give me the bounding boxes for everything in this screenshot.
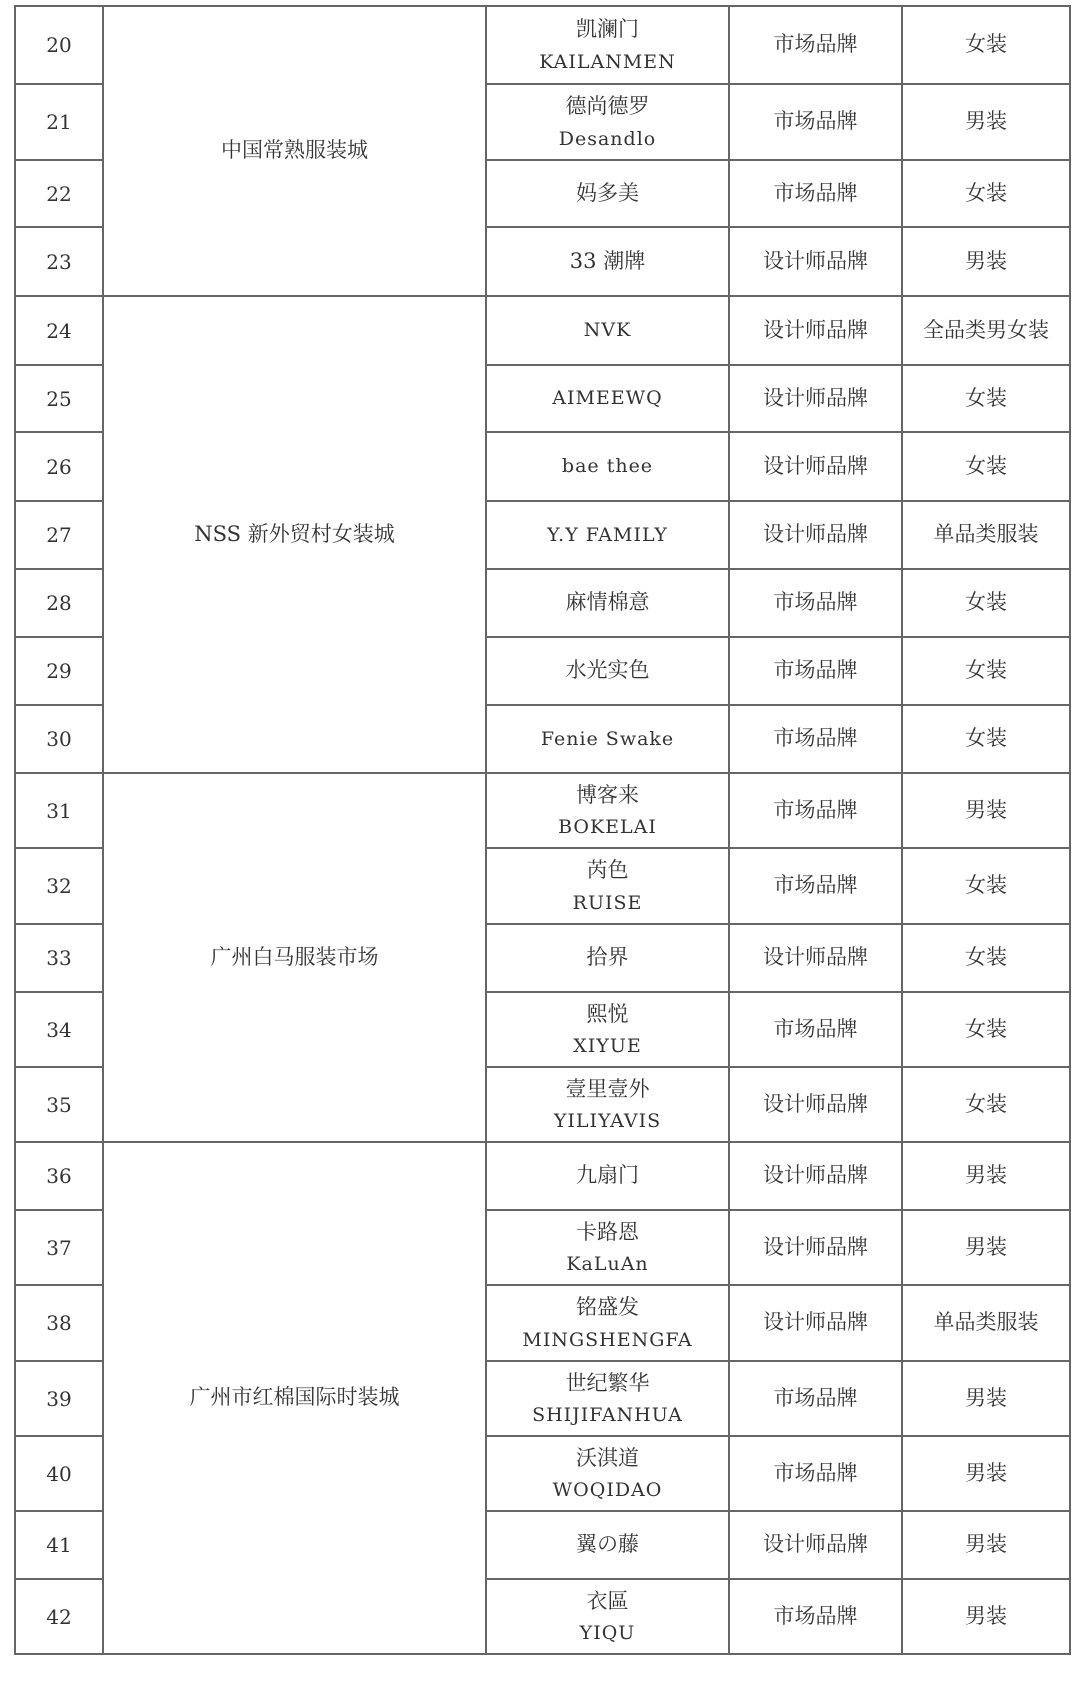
brand-name: 芮色	[586, 858, 629, 882]
brand-category: 女装	[902, 365, 1070, 432]
brand-name-cell	[486, 773, 729, 848]
brand-type: 设计师品牌	[729, 1285, 902, 1361]
brand-type: 设计师品牌	[729, 365, 902, 432]
brand-name: NVK	[583, 319, 632, 342]
brand-type: 设计师品牌	[729, 501, 902, 569]
brand-name-cell	[486, 569, 729, 637]
brand-name: 熙悦	[586, 1001, 629, 1026]
brand-category: 男装	[902, 1361, 1070, 1436]
table-row	[15, 6, 1070, 84]
brand-name-en: MINGSHENGFA	[522, 1328, 693, 1351]
brand-name: Fenie Swake	[540, 727, 675, 750]
brand-type: 市场品牌	[729, 848, 902, 924]
brand-category: 女装	[902, 848, 1070, 924]
brand-category: 男装	[902, 1210, 1070, 1285]
brand-category: 女装	[902, 6, 1070, 84]
brand-name: 33 潮牌	[569, 248, 646, 273]
brand-name-cell	[486, 501, 729, 569]
brand-name-cell	[486, 1436, 729, 1511]
row-number: 29	[15, 637, 103, 705]
brand-category: 女装	[902, 705, 1070, 773]
mall-name: 广州白马服装市场	[103, 773, 486, 1142]
brand-type: 市场品牌	[729, 705, 902, 773]
brand-type: 设计师品牌	[729, 1142, 902, 1210]
row-number: 26	[15, 432, 103, 501]
brand-name: 德尚德罗	[565, 94, 650, 118]
brand-name-en: YIQU	[579, 1622, 636, 1645]
row-number: 34	[15, 992, 103, 1067]
brand-category: 女装	[902, 637, 1070, 705]
brand-type: 市场品牌	[729, 773, 902, 848]
brand-name-cell	[486, 1511, 729, 1579]
brand-name: 卡路恩	[576, 1219, 639, 1244]
brand-name-cell	[486, 1285, 729, 1361]
brand-name: 铭盛发	[576, 1295, 639, 1319]
brand-name-en: WOQIDAO	[552, 1479, 663, 1502]
brand-type: 市场品牌	[729, 1579, 902, 1654]
brand-type: 市场品牌	[729, 6, 902, 84]
brand-type: 设计师品牌	[729, 296, 902, 365]
row-number: 38	[15, 1285, 103, 1361]
brand-name-cell	[486, 992, 729, 1067]
row-number: 36	[15, 1142, 103, 1210]
mall-name: 中国常熟服装城	[103, 6, 486, 296]
row-number: 33	[15, 924, 103, 992]
brand-name: 沃淇道	[576, 1445, 639, 1470]
row-number: 22	[15, 160, 103, 227]
brand-type: 设计师品牌	[729, 227, 902, 296]
brand-name-en: KAILANMEN	[539, 50, 676, 73]
brand-name-en: SHIJIFANHUA	[532, 1404, 683, 1427]
brand-name-cell	[486, 365, 729, 432]
brand-name: 博客来	[576, 782, 639, 807]
brand-category: 男装	[902, 84, 1070, 160]
brand-name-en: RUISE	[572, 891, 643, 914]
table-row	[15, 296, 1070, 365]
brand-name-en: XIYUE	[573, 1035, 642, 1058]
brand-table	[14, 5, 1071, 1655]
brand-category: 女装	[902, 569, 1070, 637]
row-number: 35	[15, 1067, 103, 1142]
mall-name: NSS 新外贸村女装城	[103, 296, 486, 773]
row-number: 31	[15, 773, 103, 848]
brand-category: 全品类男女装	[902, 296, 1070, 365]
row-number: 37	[15, 1210, 103, 1285]
brand-type: 市场品牌	[729, 637, 902, 705]
brand-category: 男装	[902, 1142, 1070, 1210]
brand-name: 壹里壹外	[565, 1076, 650, 1101]
brand-category: 女装	[902, 992, 1070, 1067]
brand-name: Y.Y FAMILY	[547, 523, 668, 546]
brand-name-en: YILIYAVIS	[553, 1110, 662, 1133]
brand-name: 妈多美	[576, 180, 639, 205]
brand-name: 水光实色	[565, 658, 650, 683]
brand-name-cell	[486, 160, 729, 227]
brand-name-cell	[486, 1361, 729, 1436]
brand-name-cell	[486, 1142, 729, 1210]
brand-name: 麻情棉意	[565, 590, 650, 615]
brand-name-cell	[486, 432, 729, 501]
brand-type: 市场品牌	[729, 992, 902, 1067]
brand-category: 女装	[902, 160, 1070, 227]
brand-name-cell	[486, 227, 729, 296]
brand-category: 男装	[902, 227, 1070, 296]
brand-category: 男装	[902, 773, 1070, 848]
brand-name-en: BOKELAI	[558, 816, 657, 839]
brand-name-en: KaLuAn	[566, 1253, 649, 1276]
brand-category: 单品类服装	[902, 501, 1070, 569]
brand-category: 男装	[902, 1579, 1070, 1654]
table-row	[15, 1142, 1070, 1210]
brand-type: 市场品牌	[729, 569, 902, 637]
brand-category: 女装	[902, 432, 1070, 501]
brand-name-cell	[486, 296, 729, 365]
table-row	[15, 773, 1070, 848]
row-number: 39	[15, 1361, 103, 1436]
row-number: 30	[15, 705, 103, 773]
brand-name-cell	[486, 705, 729, 773]
brand-type: 市场品牌	[729, 1436, 902, 1511]
brand-type: 设计师品牌	[729, 1511, 902, 1579]
row-number: 27	[15, 501, 103, 569]
brand-type: 市场品牌	[729, 160, 902, 227]
brand-name: 凯澜门	[576, 17, 639, 41]
brand-category: 男装	[902, 1436, 1070, 1511]
brand-type: 市场品牌	[729, 84, 902, 160]
brand-name-cell	[486, 924, 729, 992]
brand-category: 女装	[902, 924, 1070, 992]
row-number: 32	[15, 848, 103, 924]
brand-name: 衣區	[586, 1588, 629, 1613]
brand-name-cell	[486, 84, 729, 160]
row-number: 20	[15, 6, 103, 84]
brand-category: 男装	[902, 1511, 1070, 1579]
row-number: 23	[15, 227, 103, 296]
brand-name-cell	[486, 6, 729, 84]
brand-name-cell	[486, 1579, 729, 1654]
brand-name-cell	[486, 637, 729, 705]
brand-type: 设计师品牌	[729, 924, 902, 992]
row-number: 25	[15, 365, 103, 432]
mall-name: 广州市红棉国际时装城	[103, 1142, 486, 1654]
row-number: 24	[15, 296, 103, 365]
row-number: 42	[15, 1579, 103, 1654]
brand-name: 翼の藤	[576, 1532, 639, 1557]
row-number: 41	[15, 1511, 103, 1579]
row-number: 40	[15, 1436, 103, 1511]
brand-name: bae thee	[561, 455, 654, 478]
brand-name-en: Desandlo	[558, 127, 657, 150]
row-number: 21	[15, 84, 103, 160]
brand-type: 设计师品牌	[729, 1210, 902, 1285]
brand-name: 九扇门	[576, 1163, 639, 1188]
brand-name-cell	[486, 848, 729, 924]
brand-type: 设计师品牌	[729, 1067, 902, 1142]
brand-name: 世纪繁华	[565, 1370, 650, 1395]
brand-category: 单品类服装	[902, 1285, 1070, 1361]
row-number: 28	[15, 569, 103, 637]
brand-category: 女装	[902, 1067, 1070, 1142]
brand-name: AIMEEWQ	[552, 387, 663, 410]
brand-name-cell	[486, 1210, 729, 1285]
brand-type: 设计师品牌	[729, 432, 902, 501]
brand-name-cell	[486, 1067, 729, 1142]
brand-name: 拾界	[586, 945, 629, 970]
brand-type: 市场品牌	[729, 1361, 902, 1436]
